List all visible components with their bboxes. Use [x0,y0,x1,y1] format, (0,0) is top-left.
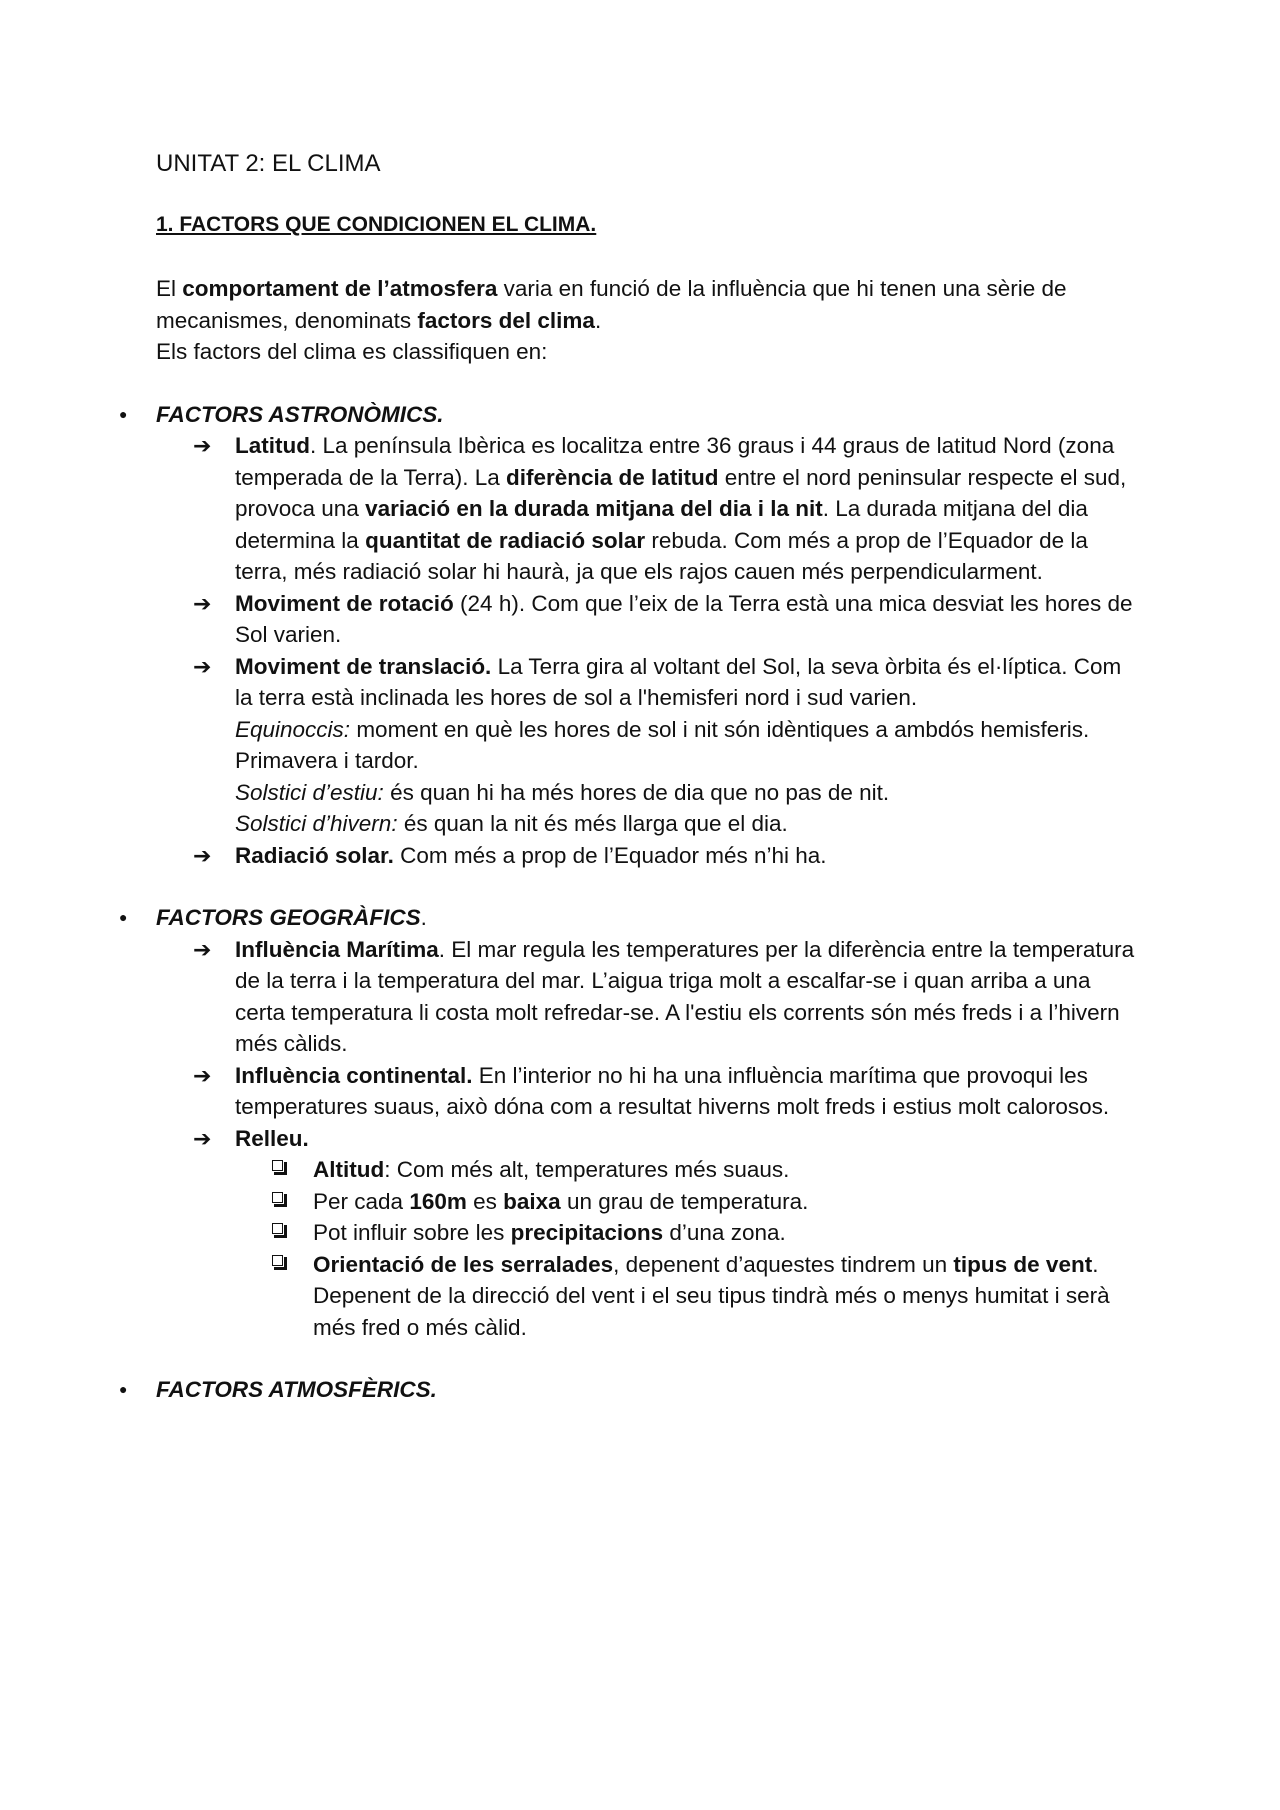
astronomics-list [79,430,1136,871]
section-astronomics [79,399,1136,431]
equinoccis-text: Equinoccis: moment en què les hores de sol i nit són idèntiques a ambdós hemisferis. Primavera i tardor. [235,716,1090,773]
list-item-translacio: ➔ Moviment de translació. La Terra gira al voltant del Sol, la seva òrbita és el·líptica. Com la terra està inclinada les hores de sol a l'hemisferi nord i sud varien. [79,651,1136,714]
sub-item-160m: Per cada 160m es baixa un grau de temperatura. [79,1186,1136,1218]
arrow-right-icon: ➔ [193,653,212,679]
section-title-atmosferics: FACTORS ATMOSFÈRICS. [156,1377,437,1402]
intro-classification: Els factors del clima es classifiquen en: [156,339,548,364]
sub-item-orientacio: Orientació de les serralades, depenent d’aquestes tindrem un tipus de vent. Depenent de la direcció del vent i el seu tipus tindrà més o menys humitat i serà més fred o més càlid. [79,1249,1136,1344]
section-title-geografics: FACTORS GEOGRÀFICS [156,905,421,930]
geografics-list [79,934,1136,1344]
list-item-relleu: ➔ Relleu. [79,1123,1136,1155]
bullet-icon: ● [119,909,128,925]
intro-paragraph: El comportament de l’atmosfera varia en funció de la influència que hi tenen una sèrie de mecanismes, denominats factors del clima. [156,276,1067,333]
section-atmosferics [79,1374,1136,1406]
arrow-right-icon: ➔ [193,1062,212,1088]
list-item-latitud: ➔ Latitud. La península Ibèrica es localitza entre 36 graus i 44 graus de latitud Nord (zona temperada de la Terra). La diferència de latitud entre el nord peninsular respecte el sud, provoca una variació en la durada mitjana del dia i la nit. La durada mitjana del dia determina la quantitat de radiació solar rebuda. Com més a prop de l’Equador de la terra, més radiació solar hi haurà, ja que els rajos cauen més perpendicularment. [79,430,1136,588]
section-heading: 1. FACTORS QUE CONDICIONEN EL CLIMA. [156,213,597,236]
solstici-estiu-text: Solstici d’estiu: és quan hi ha més hores de dia que no pas de nit. [235,779,890,805]
checkbox-square-icon [274,1162,287,1175]
bullet-icon: ● [119,405,128,422]
solstici-hivern-text: Solstici d’hivern: és quan la nit és més llarga que el dia. [235,811,788,836]
checkbox-square-icon [274,1257,287,1270]
arrow-right-icon: ➔ [193,1125,212,1151]
list-item-maritima: ➔ Influència Marítima. El mar regula les temperatures per la diferència entre la temperatura de la terra i la temperatura del mar. L’aigua triga molt a escalfar-se i quan arriba a una certa temperatura li costa molt refredar-se. A l'estiu els corrents són més freds i a l’hivern més càlids. [79,934,1136,1060]
list-item-rotacio: ➔ Moviment de rotació (24 h). Com que l’eix de la Terra està una mica desviat les hores de Sol varien. [79,588,1136,651]
arrow-right-icon: ➔ [193,433,212,458]
sub-item-precipitacions: Pot influir sobre les precipitacions d’una zona. [79,1217,1136,1249]
document-title: UNITAT 2: EL CLIMA [156,150,381,177]
intro-text [156,273,1136,368]
section-title-astronomics: FACTORS ASTRONÒMICS. [156,401,444,427]
list-item-radiacio: ➔ Radiació solar. Com més a prop de l’Equador més n’hi ha. [79,840,1136,872]
checkbox-square-icon [274,1194,287,1207]
bullet-icon: ● [119,1381,128,1397]
sub-item-altitud: Altitud: Com més alt, temperatures més suaus. [79,1154,1136,1186]
list-item-continental: ➔ Influència continental. En l’interior no hi ha una influència marítima que provoqui les temperatures suaus, això dóna com a resultat hiverns molt freds i estius molt calorosos. [79,1060,1136,1123]
arrow-right-icon: ➔ [193,590,212,616]
arrow-right-icon: ➔ [193,842,212,868]
section-geografics: ● FACTORS GEOGRÀFICS. [79,902,1136,934]
document-page [119,148,1136,1406]
arrow-right-icon: ➔ [193,936,212,962]
checkbox-square-icon [274,1225,287,1238]
